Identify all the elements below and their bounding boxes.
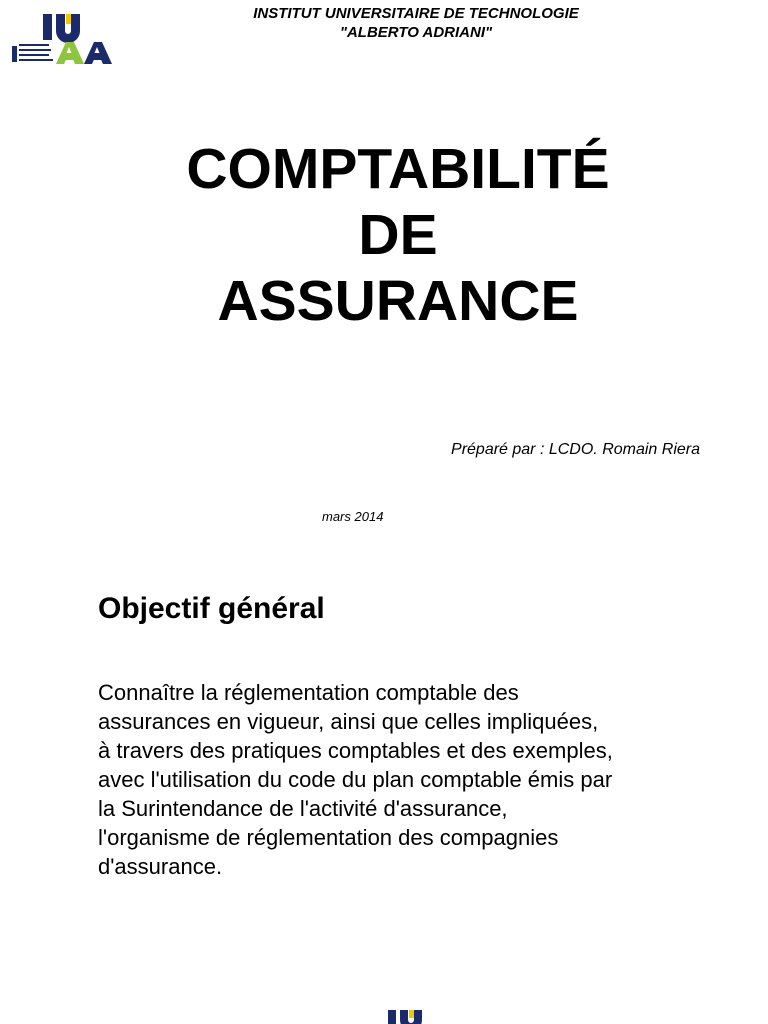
document-title [0, 136, 768, 334]
body-line: Connaître la réglementation comptable des [98, 680, 519, 705]
section-heading: Objectif général [98, 592, 325, 625]
body-line: avec l'utilisation du code du plan comptable émis par [98, 767, 613, 792]
institute-line-1: INSTITUT UNIVERSITAIRE DE TECHNOLOGIE [253, 5, 579, 22]
institute-line-2: "ALBERTO ADRIANI" [339, 24, 493, 41]
body-line: à travers des pratiques comptables et des exemples, [98, 738, 613, 763]
title-line-1: COMPTABILITÉ [186, 137, 610, 201]
prepared-by: Préparé par : LCDO. Romain Riera [451, 441, 700, 458]
section-body [98, 678, 718, 881]
body-line: d'assurance. [98, 854, 223, 879]
document-date: mars 2014 [322, 509, 384, 524]
iuaa-logo-icon-bottom [385, 1006, 425, 1024]
title-line-3: ASSURANCE [217, 269, 579, 333]
body-line: la Surintendance de l'activité d'assurance, [98, 796, 508, 821]
institute-name [0, 4, 768, 42]
title-line-2: DE [358, 203, 438, 267]
body-line: l'organisme de réglementation des compagnies [98, 825, 559, 850]
body-line: assurances en vigueur, ainsi que celles impliquées, [98, 709, 599, 734]
